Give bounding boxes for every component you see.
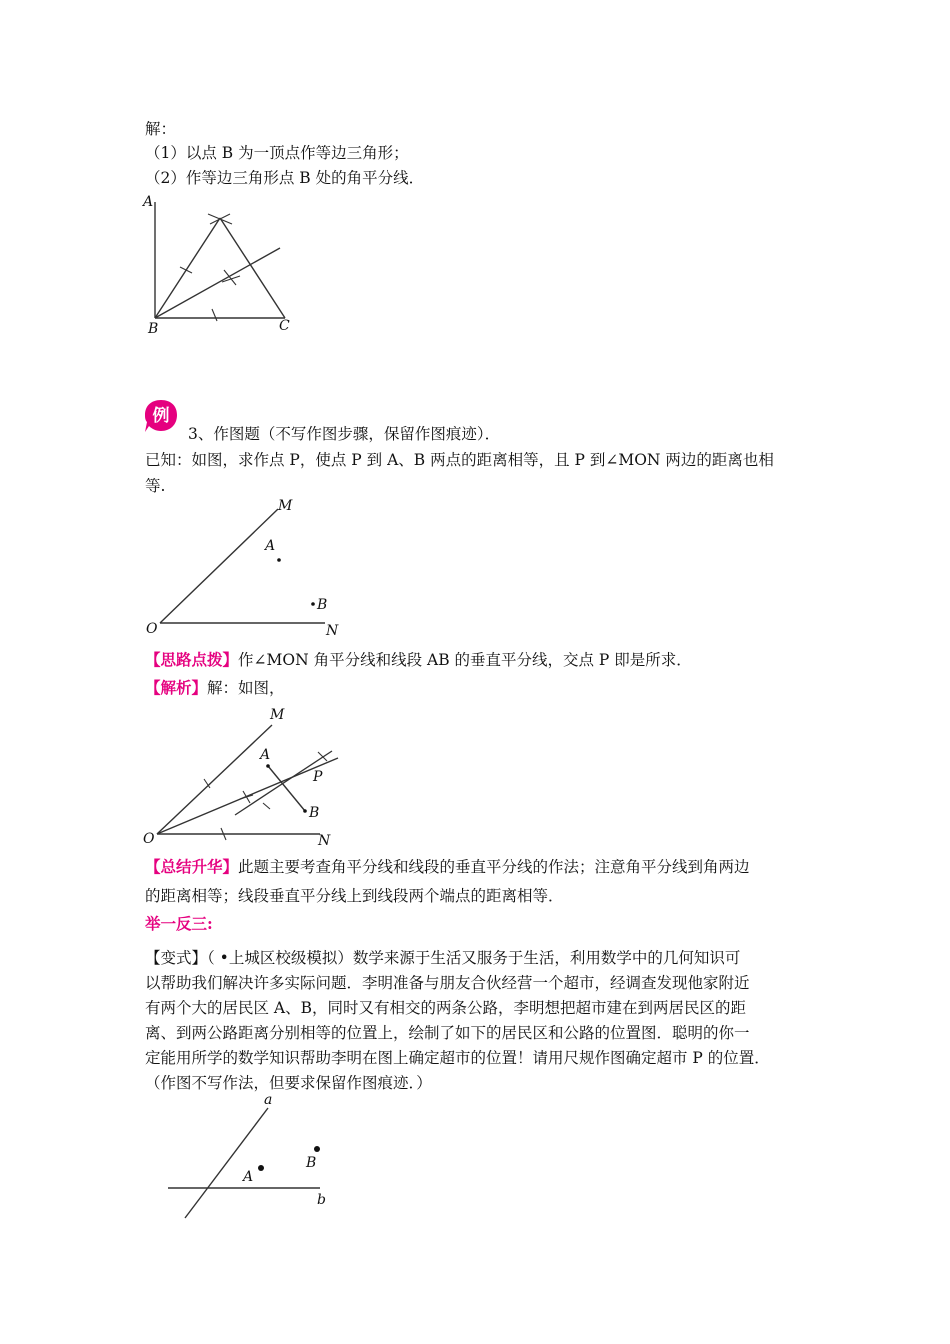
om-ray (157, 725, 272, 834)
analysis-tag: 【解析】 (145, 678, 208, 697)
equilateral-triangle-figure (140, 190, 310, 340)
hint-text: 作∠MON 角平分线和线段 AB 的垂直平分线，交点 P 即是所求． (238, 651, 692, 669)
practice-line-3: 有两个大的居民区 A、B，同时又有相交的两条公路，李明想把超市建在到两居民区的距 (145, 999, 747, 1017)
point-a (277, 558, 281, 562)
hint-line (145, 649, 692, 671)
tick-bottom (212, 309, 217, 321)
label-m: M (270, 707, 285, 723)
district-b-point (314, 1146, 320, 1152)
label-district-b: B (306, 1155, 317, 1171)
label-o: O (143, 831, 155, 847)
om-ray (160, 509, 278, 623)
summary-line-2: 的距离相等；线段垂直平分线上到线段两个端点的距离相等． (145, 887, 564, 905)
label-b: B (309, 805, 320, 821)
angle-bisector-line (157, 758, 338, 834)
practice-line-5: 定能用所学的数学知识帮助李明在图上确定超市的位置！请用尺规作图确定超市 P 的位置． (145, 1049, 770, 1067)
practice-line-6: （作图不写作法，但要求保留作图痕迹．） (145, 1074, 432, 1092)
point-b (303, 809, 307, 813)
label-b: B (148, 321, 159, 337)
label-district-a: A (243, 1169, 254, 1185)
solution-step-2: （2）作等边三角形点 B 处的角平分线． (145, 169, 425, 187)
hint-tag: 【思路点拨】 (145, 650, 239, 669)
angle-mon-solution-figure (140, 703, 350, 848)
solution-heading: 解： (145, 120, 177, 138)
angle-bisector-line (155, 248, 280, 318)
label-road-b: b (317, 1192, 326, 1208)
label-a: A (260, 747, 271, 763)
analysis-text: 解：如图， (207, 679, 285, 697)
point-a (266, 764, 270, 768)
label-n: N (318, 833, 331, 848)
example-title: 3、作图题（不写作图步骤，保留作图痕迹）． (188, 425, 501, 443)
label-m: M (278, 498, 293, 514)
summary-line-1 (145, 856, 750, 878)
road-a-line (185, 1108, 268, 1218)
point-b (311, 602, 315, 606)
label-road-a: a (264, 1092, 273, 1108)
label-n: N (326, 623, 339, 639)
label-c: C (279, 318, 290, 334)
analysis-line (145, 677, 285, 699)
practice-heading: 举一反三: (145, 914, 213, 933)
label-p: P (313, 769, 323, 785)
given-line-1: 已知：如图，求作点 P，使点 P 到 A、B 两点的距离相等，且 P 到∠MON 两边的距离也相 (145, 451, 774, 469)
triangle-right-side (220, 218, 285, 318)
example-badge-label: 例 (152, 406, 170, 426)
label-a: A (265, 538, 276, 554)
summary-text-1: 此题主要考查角平分线和线段的垂直平分线的作法；注意角平分线到角两边 (238, 858, 750, 876)
label-o: O (146, 621, 158, 637)
practice-line-4: 离、到两公路距离分别相等的位置上，绘制了如下的居民区和公路的位置图．聪明的你一 (145, 1024, 750, 1042)
solution-step-1: （1）以点 B 为一顶点作等边三角形； (145, 144, 409, 162)
arc-mark-2 (240, 795, 253, 799)
practice-line-1: 【变式】（ •上城区校级模拟）数学来源于生活又服务于生活，利用数学中的几何知识可 (145, 949, 741, 967)
label-a: A (143, 194, 154, 210)
practice-line-2: 以帮助我们解决许多实际问题．李明准备与朋友合伙经营一个超市，经调查发现他家附近 (145, 974, 750, 992)
summary-tag: 【总结升华】 (145, 857, 239, 876)
triangle-left-side (155, 218, 220, 318)
arc-mark-3 (263, 803, 270, 809)
roads-and-districts-figure (160, 1090, 340, 1225)
label-b: B (317, 597, 328, 613)
angle-mon-figure (140, 495, 350, 645)
district-a-point (258, 1165, 264, 1171)
given-line-2: 等. (145, 477, 166, 495)
tick-left (180, 267, 192, 273)
